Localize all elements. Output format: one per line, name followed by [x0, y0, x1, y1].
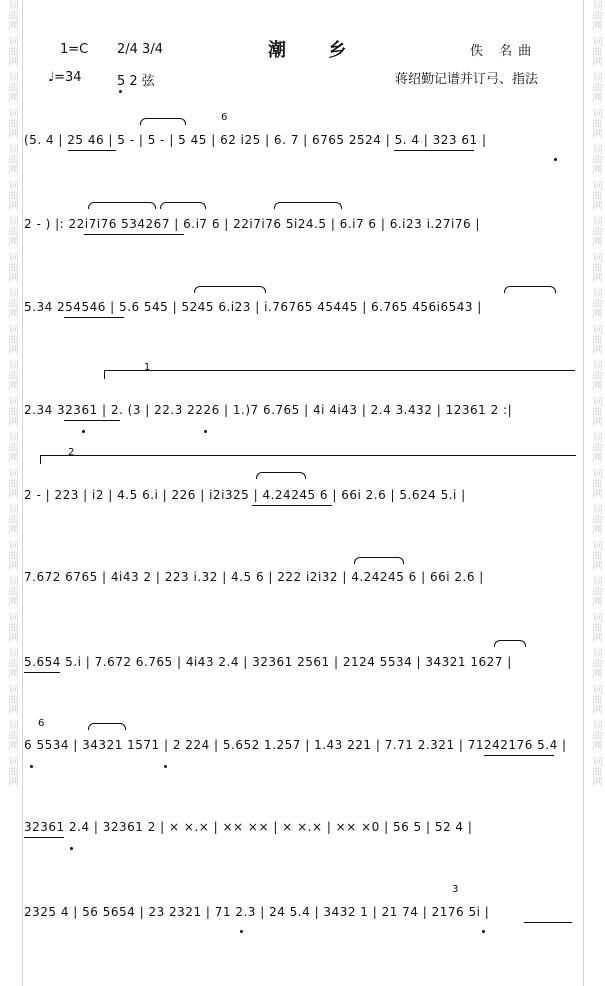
- beam-line: [24, 672, 60, 673]
- watermark-text: 词曲网: [590, 0, 601, 30]
- volta-number-1: 1: [144, 362, 151, 373]
- watermark-text: 词曲网: [590, 252, 601, 282]
- string-tuning: 5 2 弦: [117, 74, 155, 89]
- staff-row-5: 2 - | 223 | i2 | 4.5 6.i | 226 | i2i325 | 4.24245 6 | 66i 2.6 | 5.624 5.i |: [24, 488, 466, 502]
- watermark-text: 词曲网: [6, 324, 17, 354]
- watermark-text: 词曲网: [590, 324, 601, 354]
- watermark-text: 词曲网: [590, 540, 601, 570]
- watermark-text: 词曲网: [6, 252, 17, 282]
- staff-row-6: 7.672 6765 | 4i43 2 | 223 i.32 | 4.5 6 | 222 i2i32 | 4.24245 6 | 66i 2.6 |: [24, 570, 484, 584]
- grace-note-mark: 6: [38, 718, 45, 729]
- watermark-text: 词曲网: [6, 288, 17, 318]
- watermark-text: 词曲网: [590, 576, 601, 606]
- watermark-text: 词曲网: [6, 540, 17, 570]
- octave-dot: [554, 158, 557, 161]
- volta-number-2: 2: [68, 447, 75, 458]
- watermark-text: 词曲网: [6, 144, 17, 174]
- time-signature: 2/4 3/4: [117, 42, 163, 57]
- slur-arc: [88, 723, 126, 730]
- watermark-text: 词曲网: [590, 396, 601, 426]
- tempo: ♩=34: [48, 70, 82, 85]
- beam-line: [64, 420, 120, 421]
- beam-line: [24, 837, 64, 838]
- grace-note-mark: 6: [221, 112, 228, 123]
- octave-dot: [82, 430, 85, 433]
- staff-row-3: 5.34 254546 | 5.6 545 | 5245 6.i23 | i.76765 45445 | 6.765 456i6543 |: [24, 300, 482, 314]
- slur-arc: [494, 640, 526, 647]
- watermark-text: 词曲网: [6, 108, 17, 138]
- watermark-text: 词曲网: [6, 648, 17, 678]
- beam-line: [68, 150, 116, 151]
- watermark-text: 词曲网: [590, 504, 601, 534]
- watermark-text: 词曲网: [590, 684, 601, 714]
- watermark-text: 词曲网: [6, 72, 17, 102]
- grace-note-mark: 3: [452, 884, 459, 895]
- staff-row-7: 5.654 5.i | 7.672 6.765 | 4i43 2.4 | 32361 2561 | 2124 5534 | 34321 1627 |: [24, 655, 512, 669]
- watermark-text: 词曲网: [590, 36, 601, 66]
- staff-row-8: 6 5534 | 34321 1571 | 2 224 | 5.652 1.257 | 1.43 221 | 7.71 2.321 | 71242176 5.4 |: [24, 738, 567, 752]
- slur-arc: [504, 286, 556, 293]
- beam-line: [252, 505, 332, 506]
- beam-line: [484, 755, 554, 756]
- margin-line-right: [583, 0, 584, 986]
- octave-dot: [482, 930, 485, 933]
- octave-dot: [164, 765, 167, 768]
- watermark-text: 词曲网: [6, 396, 17, 426]
- watermark-text: 词曲网: [6, 0, 17, 30]
- watermark-text: 词曲网: [6, 216, 17, 246]
- slur-arc: [140, 118, 186, 125]
- watermark-text: 词曲网: [590, 468, 601, 498]
- margin-line-left: [22, 0, 23, 986]
- slur-arc: [274, 202, 342, 209]
- watermark-text: 词曲网: [6, 468, 17, 498]
- staff-row-1: (5. 4 | 25 46 | 5 - | 5 - | 5 45 | 62 i25 | 6. 7 | 6765 2524 | 5. 4 | 323 61 |: [24, 133, 487, 147]
- watermark-text: 词曲网: [590, 612, 601, 642]
- watermark-text: 词曲网: [6, 180, 17, 210]
- watermark-text: 词曲网: [590, 648, 601, 678]
- volta-bracket-1: [104, 370, 575, 379]
- watermark-text: 词曲网: [6, 576, 17, 606]
- watermark-text: 词曲网: [6, 360, 17, 390]
- composer: 佚 名曲: [470, 44, 538, 59]
- watermark-text: 词曲网: [6, 612, 17, 642]
- watermark-text: 词曲网: [590, 108, 601, 138]
- watermark-text: 词曲网: [590, 720, 601, 750]
- watermark-text: 词曲网: [590, 432, 601, 462]
- staff-row-10: 2325 4 | 56 5654 | 23 2321 | 71 2.3 | 24 5.4 | 3432 1 | 21 74 | 2176 5i |: [24, 905, 490, 919]
- tuning-dot: [119, 90, 122, 93]
- slur-arc: [354, 557, 404, 564]
- octave-dot: [240, 930, 243, 933]
- watermark-text: 词曲网: [6, 684, 17, 714]
- slur-arc: [194, 286, 266, 293]
- slur-arc: [160, 202, 206, 209]
- beam-line: [84, 234, 184, 235]
- beam-line: [64, 317, 124, 318]
- staff-row-2: 2 - ) |: 22i7i76 534267 | 6.i7 6 | 22i7i76 5i24.5 | 6.i7 6 | 6.i23 i.27i76 |: [24, 217, 480, 231]
- slur-arc: [256, 472, 306, 479]
- staff-row-9: 32361 2.4 | 32361 2 | × ×.× | ×× ×× | × ×.× | ×× ×0 | 56 5 | 52 4 |: [24, 820, 473, 834]
- watermark-text: 词曲网: [590, 72, 601, 102]
- watermark-text: 词曲网: [590, 756, 601, 786]
- watermark-text: 词曲网: [590, 216, 601, 246]
- arranger: 蒋绍勤记谱并订弓、指法: [395, 72, 539, 87]
- staff-row-4: 2.34 32361 | 2. (3 | 22.3 2226 | 1.)7 6.765 | 4i 4i43 | 2.4 3.432 | 12361 2 :|: [24, 403, 513, 417]
- watermark-text: 词曲网: [590, 180, 601, 210]
- beam-line: [394, 150, 474, 151]
- watermark-right: [588, 0, 602, 986]
- watermark-text: 词曲网: [590, 360, 601, 390]
- beam-line: [524, 922, 572, 923]
- watermark-text: 词曲网: [590, 288, 601, 318]
- watermark-text: 词曲网: [6, 36, 17, 66]
- watermark-text: 词曲网: [6, 756, 17, 786]
- octave-dot: [70, 847, 73, 850]
- octave-dot: [30, 765, 33, 768]
- watermark-text: 词曲网: [6, 720, 17, 750]
- watermark-text: 词曲网: [6, 432, 17, 462]
- watermark-text: 词曲网: [590, 144, 601, 174]
- page-title: 潮 乡: [268, 40, 365, 61]
- watermark-text: 词曲网: [6, 504, 17, 534]
- slur-arc: [88, 202, 156, 209]
- volta-bracket-2: [40, 455, 576, 464]
- octave-dot: [204, 430, 207, 433]
- watermark-left: [4, 0, 18, 986]
- key-signature: 1=C: [60, 42, 89, 57]
